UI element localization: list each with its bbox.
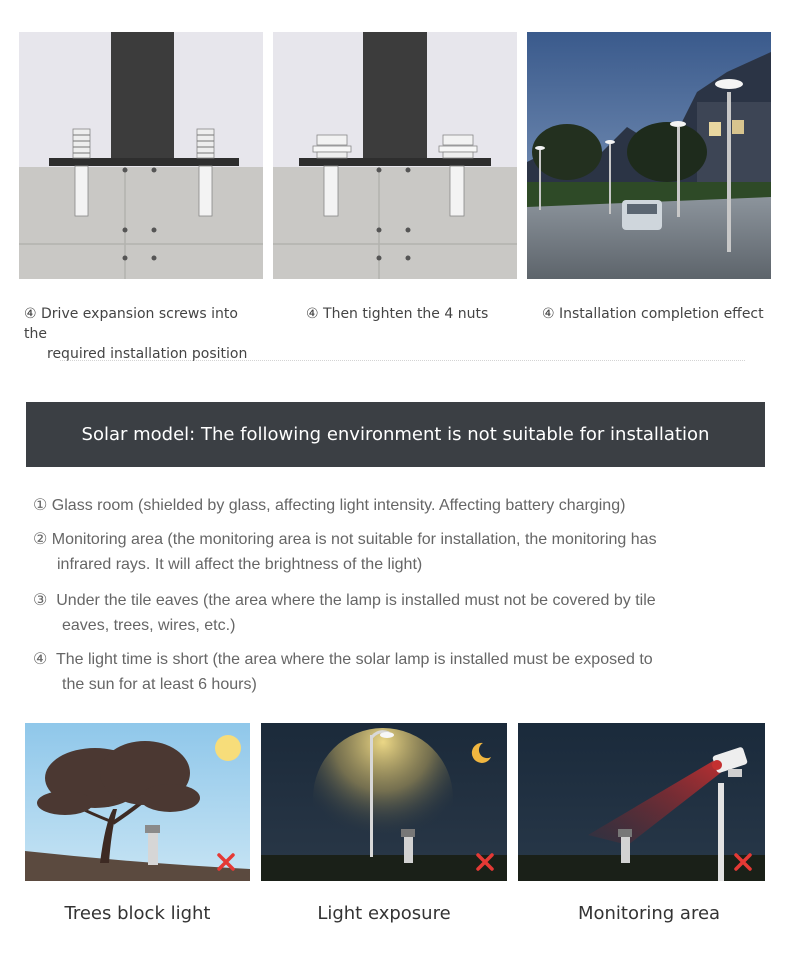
install-step-caption-2: ④ Then tighten the 4 nuts bbox=[306, 306, 489, 322]
install-step-caption-3: ④ Installation completion effect bbox=[542, 306, 764, 322]
bolt-anchor-illustration bbox=[19, 32, 263, 279]
condition-item-1: ① Glass room (shielded by glass, affecting light intensity. Affecting battery charging) bbox=[33, 497, 626, 514]
example-label-light: Light exposure bbox=[317, 903, 451, 924]
tree-shade-illustration bbox=[25, 723, 250, 881]
condition-item-4: ④ The light time is short (the area where the solar lamp is installed must be exposed to the sun for at least 6 hours) bbox=[33, 651, 653, 693]
banner-title: Solar model: The following environment is not suitable for installation bbox=[81, 424, 710, 445]
street-night-photo bbox=[527, 32, 771, 279]
example-label-trees: Trees block light bbox=[64, 903, 211, 924]
condition-item-2: ② Monitoring area (the monitoring area is not suitable for installation, the monitoring has infrared rays. It will affect the brightness of the light) bbox=[33, 531, 657, 573]
install-step-caption-1: ④ Drive expansion screws into the required installation position bbox=[24, 306, 248, 362]
warning-banner bbox=[26, 402, 765, 467]
camera-infrared-illustration bbox=[518, 723, 765, 881]
condition-item-3: ③ Under the tile eaves (the area where the lamp is installed must not be covered by tile eaves, trees, wires, etc.) bbox=[33, 592, 656, 634]
example-label-monitoring: Monitoring area bbox=[577, 903, 721, 924]
streetlight-exposure-illustration bbox=[261, 723, 507, 881]
nut-tighten-illustration bbox=[273, 32, 517, 279]
section-divider bbox=[60, 360, 745, 361]
